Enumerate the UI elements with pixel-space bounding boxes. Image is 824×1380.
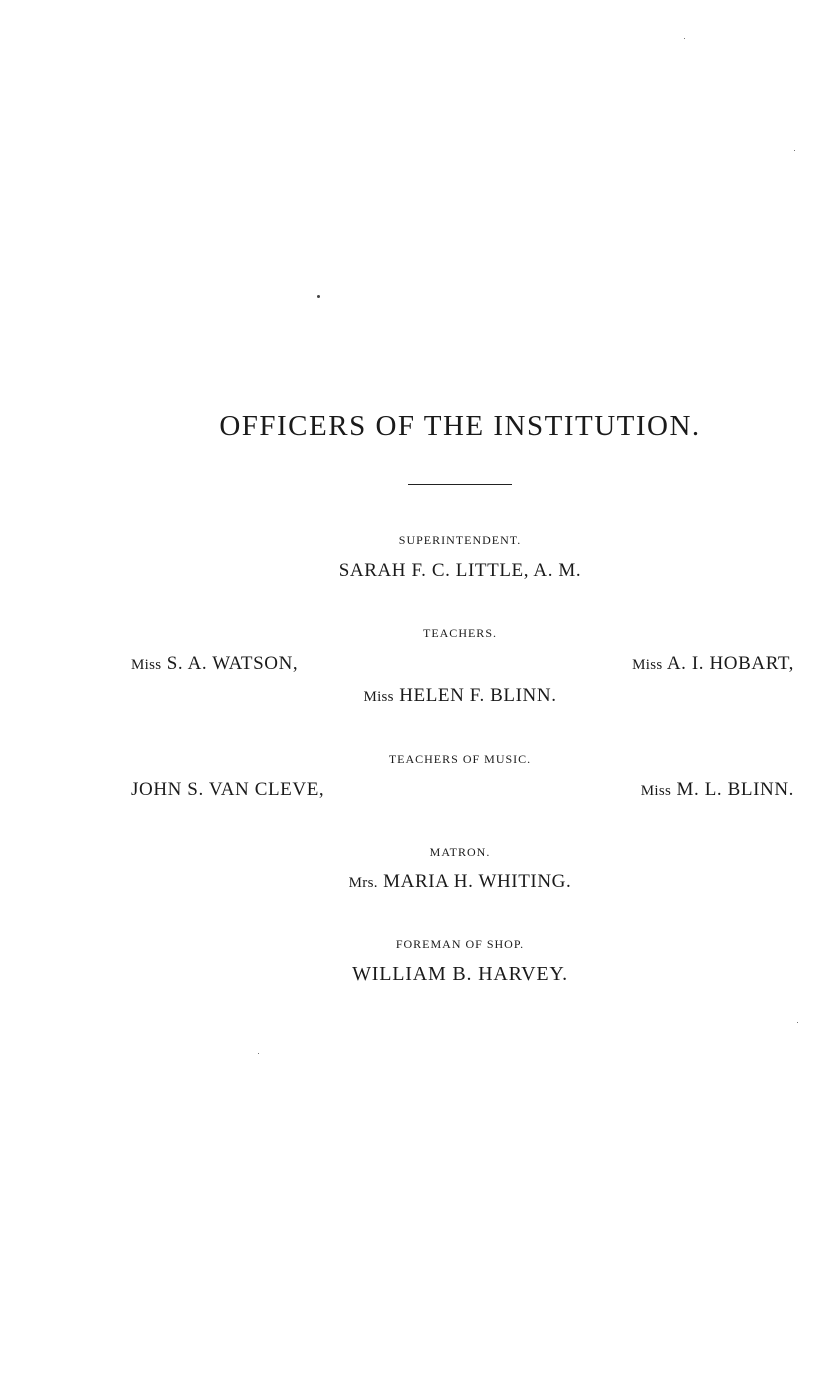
teacher-center-prefix: Miss — [363, 689, 394, 705]
teacher-center — [0, 686, 824, 705]
matron-prefix: Mrs. — [348, 875, 378, 891]
teacher-right-prefix: Miss — [632, 657, 663, 673]
music-teacher-right-name: M. L. BLINN. — [676, 779, 794, 800]
matron-name: MARIA H. WHITING. — [383, 871, 572, 892]
teachers-heading: TEACHERS. — [422, 626, 497, 640]
scan-speck — [258, 1053, 259, 1054]
scan-speck — [794, 150, 795, 151]
teacher-right-name: A. I. HOBART, — [666, 653, 794, 674]
scan-speck — [317, 295, 320, 298]
scan-speck — [797, 1022, 798, 1023]
music-teacher-right — [641, 780, 794, 799]
music-heading: TEACHERS OF MUSIC. — [388, 752, 532, 766]
foreman-name: WILLIAM B. HARVEY. — [352, 963, 568, 985]
scan-speck — [684, 38, 685, 39]
title-divider — [408, 484, 512, 485]
music-teacher-left — [131, 780, 324, 799]
page-title: OFFICERS OF THE INSTITUTION. — [219, 410, 701, 442]
teacher-right — [632, 654, 794, 673]
superintendent-heading: SUPERINTENDENT. — [398, 533, 522, 547]
teacher-left-name: S. A. WATSON, — [166, 653, 299, 674]
music-teacher-right-prefix: Miss — [640, 783, 672, 799]
teacher-center-name: HELEN F. BLINN. — [399, 685, 557, 706]
teacher-left — [131, 654, 298, 673]
teacher-left-prefix: Miss — [131, 657, 162, 673]
foreman-heading: FOREMAN OF SHOP. — [395, 937, 525, 951]
superintendent-name: SARAH F. C. LITTLE, A. M. — [338, 560, 582, 581]
music-teacher-left-name: JOHN S. VAN CLEVE, — [131, 779, 325, 800]
matron-heading: MATRON. — [429, 845, 491, 859]
matron-line — [0, 872, 824, 891]
